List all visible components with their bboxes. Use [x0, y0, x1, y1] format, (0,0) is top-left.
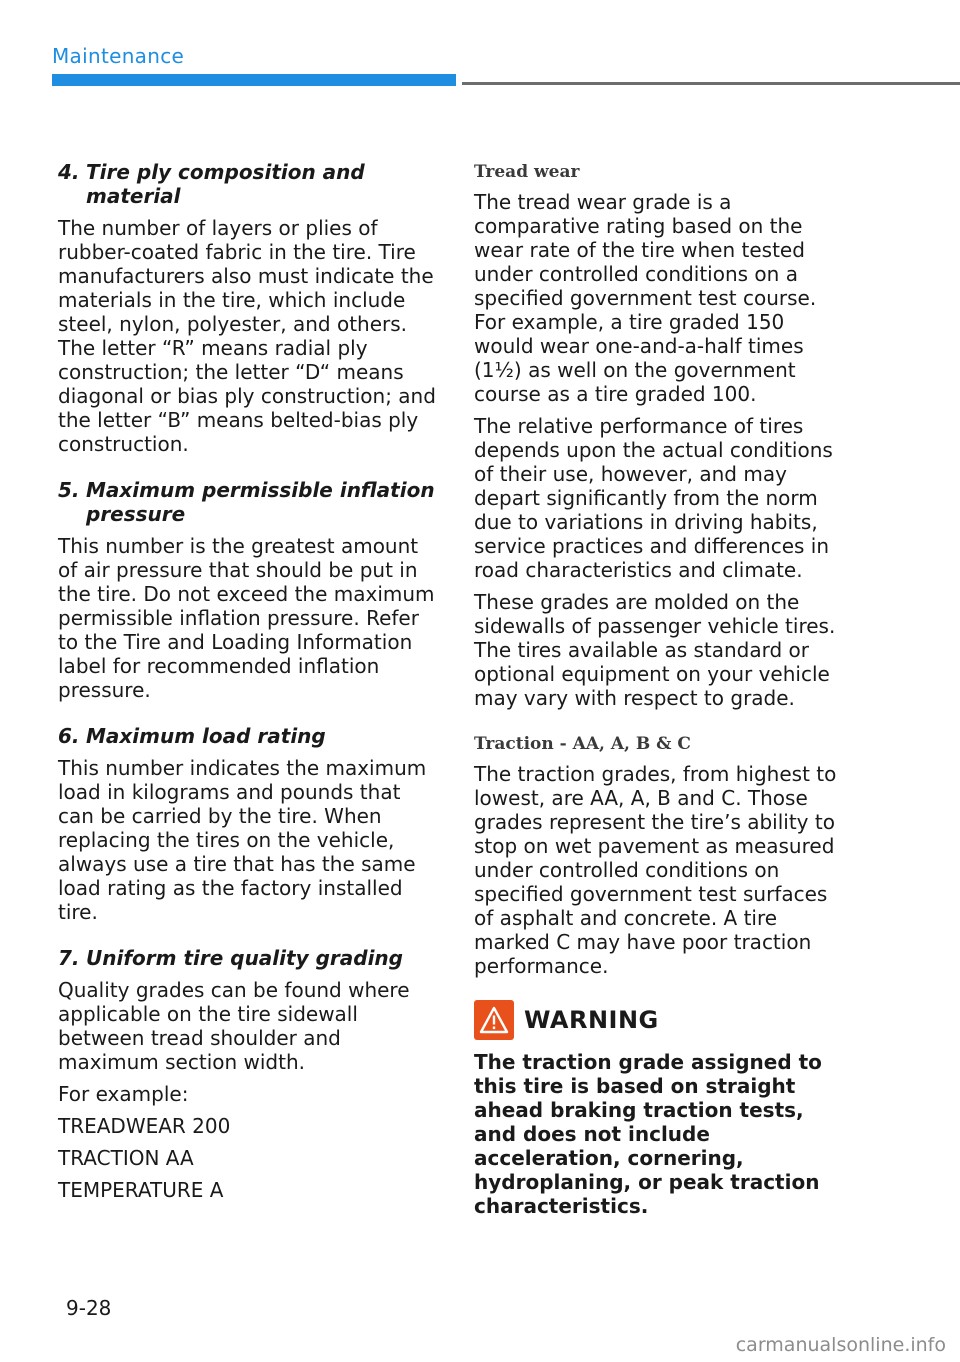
example-line: TREADWEAR 200	[58, 1114, 231, 1138]
warning-triangle-icon	[474, 1000, 514, 1040]
section-7-title: Uniform tire quality grading	[86, 946, 403, 970]
tread-wear-paragraph: These grades are molded on the sidewalls of passenger vehicle tires. The tires available as standard or optional equipment on your vehicle may vary with respect to grade.	[474, 590, 836, 710]
section-6-title: Maximum load rating	[86, 724, 326, 748]
warning-text: The traction grade assigned to this tire is based on straight ahead braking traction tests, and does not include acceleration, cornering, hydroplaning, or peak traction characteristics.	[474, 1050, 822, 1218]
tread-wear-paragraph: The relative performance of tires depends upon the actual conditions of their use, however, and may depart significantly from the norm due to variations in driving habits, service practices and differences in road characteristics and climate.	[474, 414, 833, 582]
tread-wear-paragraph: The tread wear grade is a comparative rating based on the wear rate of the tire when tested under controlled conditions on a specified government test course. For example, a tire graded 150 would wear one-and-a-half times (1½) as well on the government course as a tire graded 100.	[474, 190, 817, 406]
section-7-heading	[58, 946, 440, 970]
section-6-number: 6.	[58, 724, 80, 748]
section-4-title: Tire ply composition and material	[86, 160, 365, 208]
header-accent-bar	[52, 74, 456, 86]
page-number: 9-28	[66, 1296, 112, 1320]
example-line: TRACTION AA	[58, 1146, 194, 1170]
section-7-number: 7.	[58, 946, 80, 970]
tread-wear-heading: Tread wear	[474, 162, 580, 182]
warning-header	[474, 1000, 850, 1040]
section-7-body: Quality grades can be found where applicable on the tire sidewall between tread shoulder and maximum section width.	[58, 978, 410, 1074]
section-6-heading	[58, 724, 440, 748]
watermark: carmanualsonline.info	[735, 1334, 946, 1356]
header-divider	[462, 82, 960, 85]
traction-paragraph: The traction grades, from highest to lowest, are AA, A, B and C. Those grades represent the tire’s ability to stop on wet pavement as measured under controlled conditions on specified government test surfaces of asphalt and concrete. A tire marked C may have poor traction performance.	[474, 762, 837, 978]
section-4-body: The number of layers or plies of rubber-coated fabric in the tire. Tire manufacturers also must indicate the materials in the tire, which include steel, nylon, polyester, and others. The letter “R” means radial ply construction; the letter “D“ means diagonal or bias ply construction; and the letter “B” means belted-bias ply construction.	[58, 216, 436, 456]
section-4-heading	[58, 160, 440, 208]
warning-title: WARNING	[524, 1006, 659, 1034]
section-5-heading	[58, 478, 440, 526]
right-column	[474, 160, 850, 1218]
section-5-title: Maximum permissible inflation pressure	[86, 478, 435, 526]
section-5-body: This number is the greatest amount of air pressure that should be put in the tire. Do not exceed the maximum permissible inflation pressure. Refer to the Tire and Loading Information label for recommended inflation pressure.	[58, 534, 435, 702]
section-4-number: 4.	[58, 160, 80, 184]
section-5-number: 5.	[58, 478, 80, 502]
left-column	[58, 160, 440, 1210]
example-line: TEMPERATURE A	[58, 1178, 224, 1202]
example-intro: For example:	[58, 1082, 189, 1106]
section-title: Maintenance	[52, 44, 185, 68]
section-6-body: This number indicates the maximum load in kilograms and pounds that can be carried by the tire. When replacing the tires on the vehicle, always use a tire that has the same load rating as the factory installed tire.	[58, 756, 427, 924]
traction-heading: Traction - AA, A, B & C	[474, 734, 691, 754]
